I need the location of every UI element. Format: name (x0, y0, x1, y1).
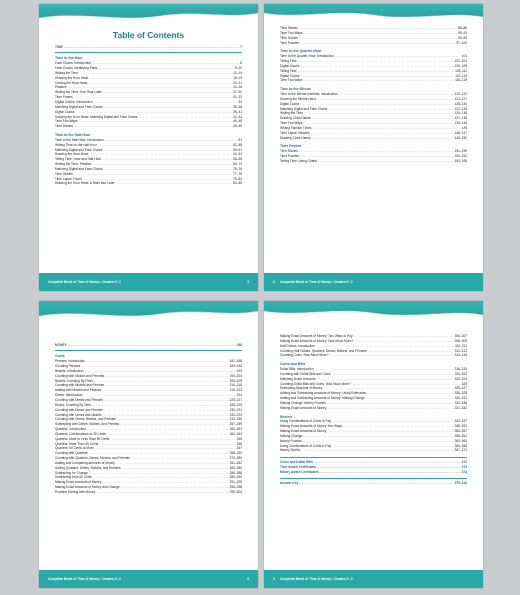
toc-entry[interactable]: Dollar Bills: Introduction ..... 316–319 (280, 367, 467, 372)
toc-entry[interactable]: Digital Clocks ..... 105–108 (280, 64, 467, 69)
toc-content (280, 26, 467, 269)
divider (55, 350, 242, 351)
toc-entry[interactable]: Time Stories ..... 77–78 (55, 172, 242, 177)
toc-entry[interactable]: Time Lapse: Minutes ..... 146–147 (280, 131, 467, 136)
header-wave (39, 301, 258, 321)
toc-entry[interactable]: Time Award Certificates ..... 373 (280, 465, 467, 470)
toc-entry[interactable]: Subtracting with Dimes, Nickels, and Pennies ..... 257–259 (55, 422, 242, 427)
toc-entry[interactable]: Time Two Ways ..... 45–48 (55, 119, 242, 124)
toc-entry[interactable]: Matching Digital and Face Clocks ..... 75–76 (55, 167, 242, 172)
toc-entry[interactable]: Subtracting for Change ..... 286–288 (55, 471, 242, 476)
toc-entry[interactable]: Making Exact Amounts of Money: How Much More? ..... 308–309 (280, 339, 467, 344)
toc-entry[interactable]: Problem Solving with Money ..... 299–304 (55, 490, 242, 495)
page-title: Table of Contents (112, 30, 185, 40)
toc-entry[interactable]: Writing the Time: Practice ..... 69–74 (55, 162, 242, 167)
toc-entry[interactable]: Money Puzzles ..... 363–364 (280, 439, 467, 444)
toc-entry[interactable]: Adding with Nickels and Pennies ..... 219–223 (55, 388, 242, 393)
page-number: 6 (273, 577, 275, 581)
toc-entry[interactable]: Writing Familiar Times ..... 145 (280, 126, 467, 131)
toc-entry[interactable]: Digital Clocks: Introduction ..... 34 (55, 100, 242, 105)
toc-entry[interactable]: Making Exact Amounts of Money and Change ..... 296–298 (55, 485, 242, 490)
toc-entry-money[interactable]: MONEY ..... 166 (55, 343, 242, 348)
footer (48, 278, 249, 286)
toc-entry[interactable]: Quarters: 50 Cents or More ..... 267 (55, 446, 242, 451)
toc-entry[interactable]: Making Exact Amounts of Money ..... 353–357 (280, 429, 467, 434)
footer-book-title: Complete Book of Time & Money • Grades K–3 (48, 280, 121, 284)
toc-entry[interactable]: Time Stories ..... 94–96 (280, 36, 467, 41)
page-5 (39, 301, 258, 588)
toc-entry[interactable]: Counting with Quarters, Dimes, Nickels, and Pennies ..... 270–280 (55, 456, 242, 461)
section-heading: Review (280, 414, 293, 419)
toc-entry[interactable]: Drawing the Minute Hand ..... 123–127 (280, 97, 467, 102)
page-4 (264, 4, 483, 291)
page-6 (264, 301, 483, 588)
section-heading: Coins and Bills (280, 362, 306, 367)
toc-entry[interactable]: Quarters: More Than 25 Cents ..... 266 (55, 442, 242, 447)
toc-entry[interactable]: Writing the Time: One Hour Later ..... 27–30 (55, 90, 242, 95)
toc-sections (280, 49, 467, 163)
toc-entry[interactable]: Estimating Amounts of Money ..... 326–327 (280, 386, 467, 391)
toc-entry[interactable]: Matching Digital and Face Clocks ..... 131–134 (280, 107, 467, 112)
toc-entry[interactable]: Subtracting from 50 Cents ..... 289–290 (55, 475, 242, 480)
toc-entry[interactable]: Drawing the Hour Hand: Matching Digital and Face Clocks ..... 42–44 (55, 115, 242, 120)
section-heading: Time to the Hour (55, 56, 83, 61)
toc-entry[interactable]: Matching Digital and Face Clocks ..... 59–61 (55, 148, 242, 153)
toc-entry[interactable]: Quarters: Introduction ..... 260–261 (55, 427, 242, 432)
toc-entry[interactable]: Drawing Clock Hands ..... 148–150 (280, 136, 467, 141)
page-number: 4 (273, 280, 275, 284)
toc-entry[interactable]: Counting Coins: How Much More? ..... 314–315 (280, 353, 467, 358)
toc-entry[interactable]: Quarters: More or Less Than 50 Cents ..... 265 (55, 437, 242, 442)
toc-entry[interactable]: Time Poems ..... 31–33 (55, 95, 242, 100)
toc-entry[interactable]: Making Exact Amounts of Money: Two Ways to Pay ..... 305–307 (280, 334, 467, 339)
toc-content (280, 334, 467, 566)
toc-entry[interactable]: Making Exact Amounts of Money ..... 337–342 (280, 406, 467, 411)
toc-entry[interactable]: Drawing Clock Hands ..... 137–138 (280, 116, 467, 121)
toc-entry[interactable]: Counting with Dimes and Nickels ..... 232–233 (55, 413, 242, 418)
toc-entry[interactable]: Adding Quarters, Dimes, Nickels, and Pennies ..... 283–285 (55, 466, 242, 471)
toc-entry[interactable]: Time Stories ..... 86–88 (280, 26, 467, 31)
toc-entry[interactable]: Counting Dollar Bills and Coins: How Much More? ..... 325 (280, 382, 467, 387)
footer-book-title: Complete Book of Time & Money • Grades K–3 (279, 577, 353, 581)
section-heading: Coins (55, 354, 65, 359)
toc-entry[interactable]: Dimes: Counting By Tens ..... 228–229 (55, 403, 242, 408)
toc-content (55, 30, 242, 269)
toc-entry[interactable]: Practice ..... 22–26 (55, 85, 242, 90)
toc-entry[interactable]: Time to the Half-Hour: Introduction ..... 51 (55, 138, 242, 143)
toc-entry[interactable]: Adding and Subtracting Amounts of Money: Using Estimation ..... 328–329 (280, 391, 467, 396)
toc-entry[interactable]: Quarters: Combinations of 25 Cents ..... 262–264 (55, 432, 242, 437)
section-heading: Time Review (280, 144, 302, 149)
toc-entry[interactable]: Telling Time: Hour and Half-Hour ..... 65–68 (55, 157, 242, 162)
toc-entry[interactable]: Time Two Ways ..... 115–119 (280, 78, 467, 83)
toc-content (55, 343, 242, 566)
divider (280, 457, 467, 458)
toc-entry[interactable]: Matching Digital and Face Clocks ..... 35–38 (55, 105, 242, 110)
toc-entry[interactable]: Matching Dollar Amounts ..... 323–324 (280, 377, 467, 382)
toc-entry[interactable]: Time to the Quarter-Hour: Introduction ..... 101 (280, 54, 467, 59)
footer (273, 278, 474, 286)
toc-entry[interactable]: Counting with Nickels and Pennies ..... 194–204 (55, 374, 242, 379)
toc-entry[interactable]: Time Stories ..... 49–50 (55, 124, 242, 129)
toc-entry[interactable]: Nickels: Introduction ..... 193 (55, 369, 242, 374)
toc-top-items (280, 334, 467, 358)
toc-entry[interactable]: Counting with Quarters ..... 268–269 (55, 451, 242, 456)
toc-entry[interactable]: Digital Clocks ..... 128–130 (280, 102, 467, 107)
toc-entry-answer-key[interactable]: Answer Key ..... 375–416 (280, 481, 467, 486)
toc-entry[interactable]: Time Lapse: Hours ..... 79–82 (55, 177, 242, 182)
toc-entry[interactable]: Making Exact Amounts of Money Two Ways ..... 348–352 (280, 424, 467, 429)
toc-entry[interactable]: Adding and Subtracting Amounts of Money: Making Change ..... 330–331 (280, 396, 467, 401)
toc-entry[interactable]: Using Combinations of Coins to Pay ..... 343–347 (280, 419, 467, 424)
toc-entry[interactable]: Money Award Certificates ..... 374 (280, 470, 467, 475)
toc-entry[interactable]: Circling the Hour Hand ..... 20–21 (55, 81, 242, 86)
toc-entry[interactable]: Writing the Time ..... 135–136 (280, 111, 467, 116)
divider (55, 52, 242, 53)
toc-sections (55, 56, 242, 186)
toc-entry[interactable]: Face Clocks: Identifying Parts ..... 9–10 (55, 66, 242, 71)
toc-entry[interactable]: Telling Time ..... 109–111 (280, 69, 467, 74)
toc-entry[interactable]: Half Dollars: Introduction ..... 310–311 (280, 344, 467, 349)
divider (280, 478, 467, 479)
toc-sections (55, 354, 242, 494)
page-number: 5 (247, 577, 249, 581)
toc-entry[interactable]: Counting with Dimes and Pennies ..... 230–231 (55, 408, 242, 413)
section-heading: Time to the Quarter-Hour (280, 49, 322, 54)
toc-entry[interactable]: Digital Clocks ..... 39–41 (55, 110, 242, 115)
footer (48, 575, 249, 583)
toc-entry[interactable]: Drawing the Hour Hand ..... 62–64 (55, 152, 242, 157)
header-wave (39, 4, 258, 24)
toc-entry-time[interactable]: TIME ..... 7 (55, 45, 242, 50)
toc-entry[interactable]: Drawing the Hour Hand: A Half-Hour Later ..... 83–85 (55, 181, 242, 186)
toc-entry[interactable]: Time Two Ways ..... 139–144 (280, 121, 467, 126)
toc-entry[interactable]: Telling Time ..... 102–104 (280, 59, 467, 64)
section-heading: Time to the Minute (280, 87, 311, 92)
toc-entry[interactable]: Writing Time on the Half-Hour ..... 52–58 (55, 143, 242, 148)
toc-entry[interactable]: Counting with Dimes, Nickels, and Pennies ..... 234–256 (55, 417, 242, 422)
toc-entry[interactable]: Making Exact Amounts of Money ..... 291–295 (55, 480, 242, 485)
page-3 (39, 4, 258, 291)
toc-entry[interactable]: Time Stories ..... 151–159 (280, 149, 467, 154)
toc-entry[interactable]: Counting with Dimes and Pennies ..... 225–227 (55, 398, 242, 403)
toc-entry[interactable]: Nickels: Counting By Fives ..... 205–209 (55, 379, 242, 384)
header-wave (264, 301, 483, 321)
toc-entry[interactable]: Money Stories ..... 367–371 (280, 448, 467, 453)
toc-entry[interactable]: Counting Half Dollars, Quarters, Dimes, Nickels, and Pennies ..... 312–313 (280, 349, 467, 354)
toc-entry[interactable]: Face Clocks: Introduction ..... 8 (55, 61, 242, 66)
toc-entry[interactable]: Coins and Dollar Bills ..... 372 (280, 460, 467, 465)
toc-entry[interactable]: Making Change ..... 358–362 (280, 434, 467, 439)
header-wave (264, 4, 483, 24)
footer (273, 575, 474, 583)
toc-entry[interactable]: Counting Pennies ..... 169–192 (55, 364, 242, 369)
toc-entry[interactable]: Pennies: Introduction ..... 167–168 (55, 359, 242, 364)
toc-entry[interactable]: Counting with Nickels and Pennies ..... 210–218 (55, 383, 242, 388)
section-heading: Time to the Half-Hour (55, 133, 91, 138)
toc-top-items (280, 26, 467, 45)
footer-book-title: Complete Book of Time & Money • Grades K–3 (279, 280, 353, 284)
toc-entry[interactable]: Digital Clocks ..... 112–114 (280, 74, 467, 79)
toc-entry[interactable]: Using Combinations of Coins to Pay ..... 365–366 (280, 444, 467, 449)
toc-entry[interactable]: Adding and Comparing Amounts of Money ..... 281–282 (55, 461, 242, 466)
toc-entry[interactable]: Telling Time: Using Charts ..... 163–165 (280, 159, 467, 164)
page-number: 3 (247, 280, 249, 284)
toc-entry[interactable]: Writing the Time ..... 11–14 (55, 71, 242, 76)
toc-sections (280, 362, 467, 453)
toc-entry[interactable]: Time Puzzles ..... 160–162 (280, 154, 467, 159)
footer-book-title: Complete Book of Time & Money • Grades K–3 (48, 577, 121, 581)
toc-entry[interactable]: Time Two Ways ..... 89–93 (280, 31, 467, 36)
toc-entry[interactable]: Time Puzzles ..... 97–100 (280, 41, 467, 46)
toc-entry[interactable]: Counting with Dollar Bills and Coins ..... 320–322 (280, 372, 467, 377)
toc-entry[interactable]: Time to the Minute Intervals: Introduction ..... 120–122 (280, 92, 467, 97)
toc-entry[interactable]: Dimes: Introduction ..... 224 (55, 393, 242, 398)
toc-entry[interactable]: Drawing the Hour Hand ..... 15–19 (55, 76, 242, 81)
toc-entry[interactable]: Making Change: Money Puzzles ..... 332–336 (280, 401, 467, 406)
toc-bottom-entries (280, 460, 467, 475)
